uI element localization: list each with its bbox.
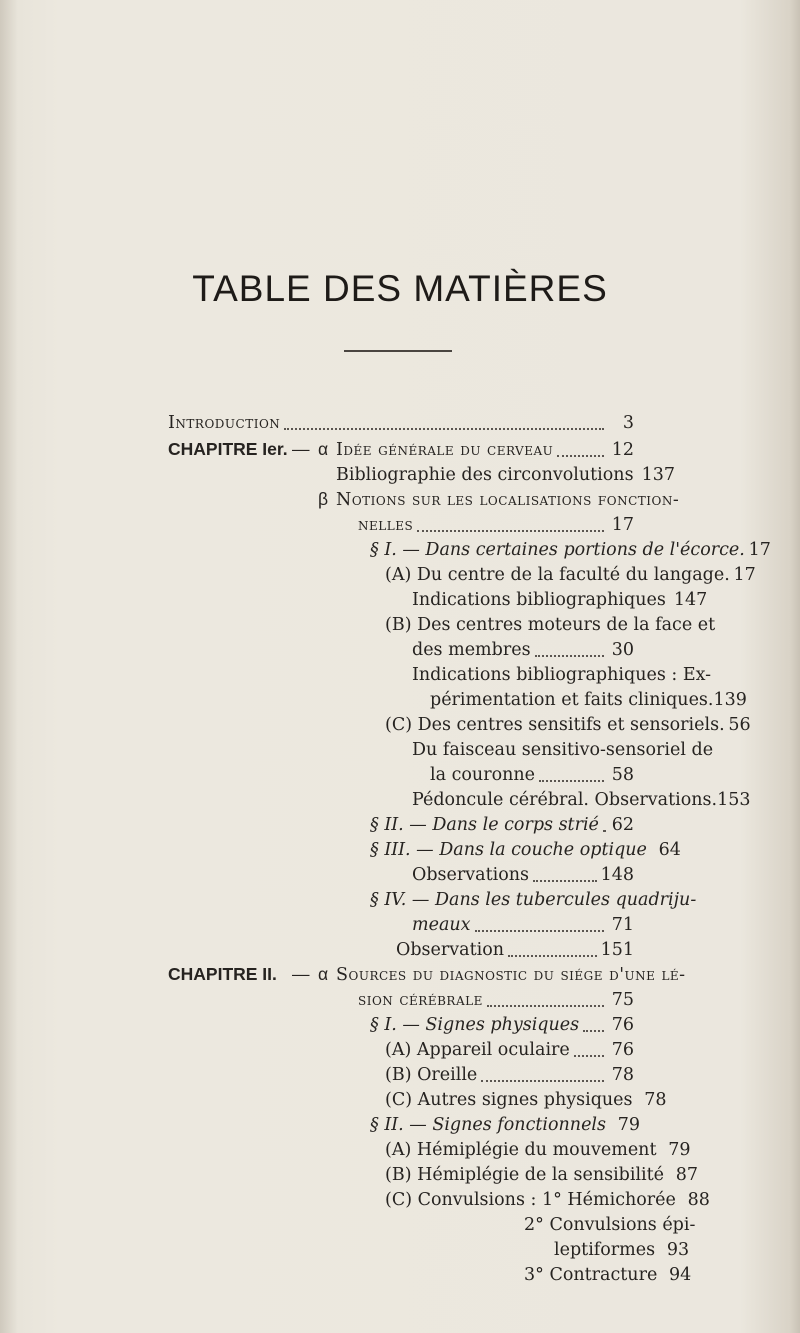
toc-entry [385, 614, 716, 636]
entry-text: 2° Convulsions épi- [524, 1215, 696, 1235]
toc-entry [336, 964, 686, 986]
toc-entry [396, 939, 634, 961]
dot-leader [533, 880, 597, 882]
entry-text: Idée générale du cerveau [336, 440, 554, 460]
toc-entry [554, 1239, 690, 1261]
entry-text: 3° Contracture [524, 1265, 658, 1285]
dot-leader [487, 1005, 604, 1007]
entry-text: Sources du diagnostic du siége d'une lé- [336, 965, 686, 985]
entry-page: 153 [717, 790, 751, 810]
toc-entry [385, 1039, 634, 1061]
entry-text: Observation [396, 940, 505, 960]
dot-leader [284, 428, 604, 430]
toc-entry [370, 839, 681, 861]
entry-text: Indications bibliographiques [412, 590, 666, 610]
entry-text: (C) Des centres sensitifs et sensoriels. [385, 715, 725, 735]
toc-entry [336, 464, 675, 486]
entry-text: Bibliographie des circonvolutions [336, 465, 634, 485]
entry-text: des membres [412, 640, 531, 660]
toc-entry [385, 1189, 710, 1211]
entry-page: 17 [748, 540, 771, 560]
toc-entry [370, 1114, 641, 1136]
toc-entry [358, 514, 634, 536]
entry-text: Notions sur les localisations fonction- [336, 490, 680, 510]
entry-page: 78 [611, 1065, 634, 1085]
toc-entry [385, 564, 756, 586]
entry-text: (C) Convulsions : 1° Hémichorée [385, 1190, 676, 1210]
chapter-dash: — [292, 964, 310, 984]
chapter-dash: — [292, 439, 310, 459]
entry-page: 79 [617, 1115, 641, 1135]
entry-page: 76 [611, 1040, 634, 1060]
entry-page: 139 [713, 690, 747, 710]
toc-entry [370, 1014, 634, 1036]
entry-text: leptiformes [554, 1240, 656, 1260]
dot-leader [475, 930, 604, 932]
dot-leader [417, 530, 604, 532]
dot-leader [508, 955, 597, 957]
entry-page: 94 [669, 1265, 692, 1285]
entry-page: 88 [687, 1190, 710, 1210]
toc-entry [385, 714, 751, 736]
entry-page: 71 [611, 915, 634, 935]
toc-entry [358, 989, 634, 1011]
entry-text: § IV. — Dans les tubercules quadriju- [370, 890, 697, 910]
entry-text: (A) Hémiplégie du mouvement [385, 1140, 657, 1160]
chapter-label: CHAPITRE Ier. [168, 439, 288, 459]
dot-leader [557, 455, 604, 457]
toc-entry [412, 864, 634, 886]
entry-text: Pédoncule cérébral. Observations. [412, 790, 718, 810]
entry-page: 137 [641, 465, 675, 485]
toc-entry [430, 764, 634, 786]
entry-text: (B) Hémiplégie de la sensibilité [385, 1165, 665, 1185]
entry-page: 30 [611, 640, 634, 660]
entry-text: (B) Des centres moteurs de la face et [385, 615, 716, 635]
chapter-marker: α [318, 964, 329, 984]
entry-text: (B) Oreille [385, 1065, 478, 1085]
entry-text: meaux [412, 915, 471, 935]
toc-entry [412, 914, 634, 936]
dot-leader [539, 780, 604, 782]
entry-text: § II. — Dans le corps strié [370, 815, 599, 835]
entry-page: 151 [600, 940, 634, 960]
entry-text: Observations [412, 865, 529, 885]
entry-page: 75 [611, 990, 634, 1010]
dot-leader [535, 655, 604, 657]
entry-page: 79 [668, 1140, 691, 1160]
entry-page: 56 [728, 715, 751, 735]
entry-page: 76 [611, 1015, 634, 1035]
toc-entry [412, 739, 714, 761]
entry-page: 148 [600, 865, 634, 885]
entry-page: 3 [622, 413, 634, 433]
entry-page: 64 [658, 840, 681, 860]
toc-entry [385, 1164, 699, 1186]
toc-entry [524, 1214, 696, 1236]
entry-page: 87 [675, 1165, 699, 1185]
toc-entry [385, 1064, 634, 1086]
entry-page: 17 [611, 515, 634, 535]
entry-page: 62 [611, 815, 634, 835]
toc-entry [370, 814, 634, 836]
chapter-label: CHAPITRE II. [168, 964, 277, 984]
dot-leader [583, 1030, 604, 1032]
toc-entry [524, 1264, 692, 1286]
toc-entry [430, 689, 747, 711]
toc-entry [412, 664, 712, 686]
toc-entry [385, 1089, 667, 1111]
entry-page: 12 [611, 440, 634, 460]
entry-text: la couronne [430, 765, 535, 785]
entry-text: § I. — Signes physiques [370, 1015, 580, 1035]
entry-text: § I. — Dans certaines portions de l'écorce. [370, 540, 745, 560]
toc-entry [412, 589, 708, 611]
dot-leader [574, 1055, 604, 1057]
entry-text: (A) Appareil oculaire [385, 1040, 570, 1060]
entry-text: (A) Du centre de la faculté du langage. [385, 565, 730, 585]
toc-entry [370, 889, 697, 911]
toc-entry [336, 489, 680, 511]
entry-text: § III. — Dans la couche optique [370, 840, 647, 860]
entry-page: 17 [733, 565, 756, 585]
toc-entry [412, 639, 634, 661]
entry-page: 58 [611, 765, 634, 785]
toc-entry [336, 439, 634, 461]
toc-entry [385, 1139, 691, 1161]
entry-text: § II. — Signes fonctionnels [370, 1115, 607, 1135]
dot-leader [481, 1080, 604, 1082]
entry-page: 93 [666, 1240, 690, 1260]
entry-text: périmentation et faits cliniques. [430, 690, 714, 710]
toc-entry [168, 412, 634, 434]
entry-text: Introduction [168, 413, 281, 433]
entry-text: nelles [358, 515, 414, 535]
entry-text: sion cérébrale [358, 990, 483, 1010]
entry-text: (C) Autres signes physiques [385, 1090, 633, 1110]
entry-text: Du faisceau sensitivo-sensoriel de [412, 740, 714, 760]
dot-leader [603, 830, 604, 832]
section-marker: β [318, 489, 329, 509]
page-title: TABLE DES MATIÈRES [192, 268, 608, 309]
chapter-marker: α [318, 439, 329, 459]
entry-page: 78 [644, 1090, 667, 1110]
entry-text: Indications bibliographiques : Ex- [412, 665, 712, 685]
entry-page: 147 [673, 590, 708, 610]
toc-entry [412, 789, 751, 811]
toc-entry [370, 539, 771, 561]
